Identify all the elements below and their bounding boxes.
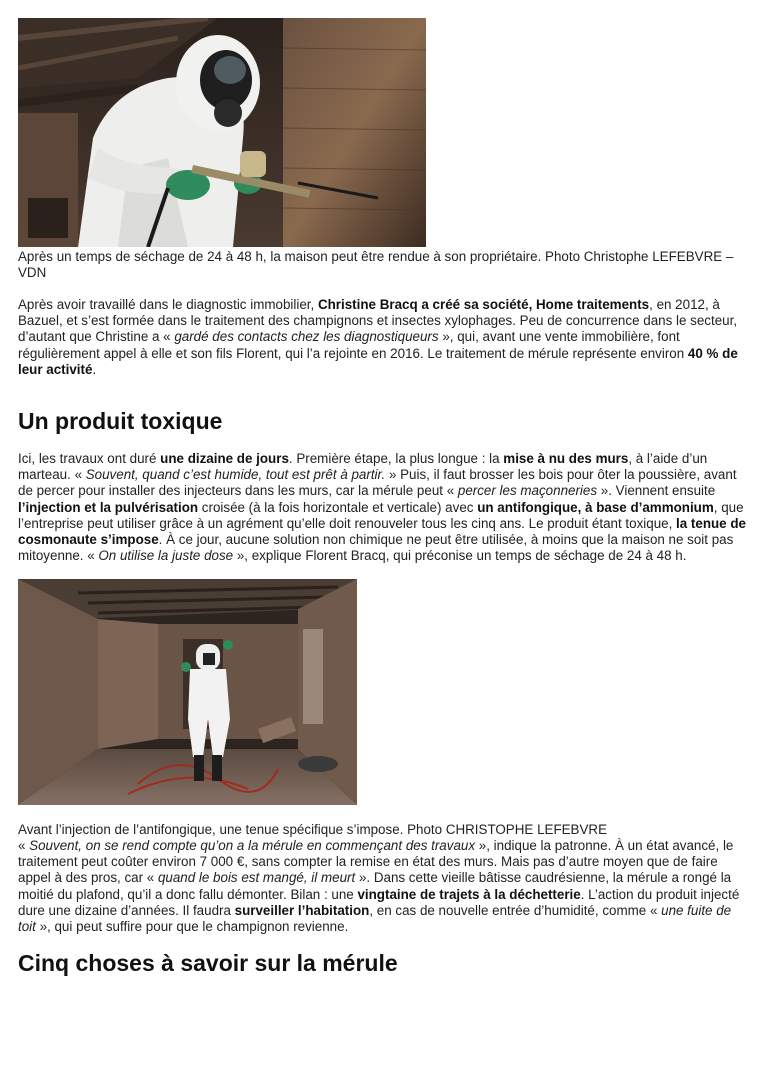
text-run: , à l’aide d’un marteau. « [18, 451, 708, 483]
bold-run: vingtaine de trajets à la déchetterie [357, 886, 581, 902]
text-run: . À ce jour, aucune solution non chimique ne peut être utilisée, à moins que la maison ne soit pas mitoyenne. « [18, 532, 734, 564]
text-run: », explique Florent Bracq, qui préconise un temps de séchage de 24 à 48 h. [233, 548, 687, 564]
section-heading: Un produit toxique [18, 408, 223, 434]
text-run: . Première étape, la plus longue : la [288, 451, 504, 466]
italic-quote: gardé des contacts chez les diagnostiqueurs [174, 329, 439, 345]
article-paragraph [18, 838, 746, 935]
text-run: . [92, 361, 97, 377]
text-run: , en cas de nouvelle entrée d’humidité, comme « [369, 902, 662, 918]
article-paragraph [18, 451, 746, 564]
photo-illustration [18, 579, 357, 805]
text-run: ». Viennent ensuite [597, 483, 716, 499]
text-run: croisée (à la fois horizontale et verticale) avec [198, 499, 478, 515]
text-run: ». Dans cette vieille bâtisse caudrésienne, la mérule a rongé la moitié du plafond, qu’il a donc fallu démonter. Bilan : une [18, 870, 732, 902]
text-run: », qui, avant une vente immobilière, font régulièrement appel à elle et son fils Florent, qui l’a rejointe en 2016. Le traitement de mérule représente environ [18, 329, 688, 361]
article-photo-worker-spraying [18, 18, 426, 247]
italic-quote: Souvent, quand c’est humide, tout est prêt à partir. [85, 467, 386, 483]
bold-run: l’injection et la pulvérisation [18, 499, 199, 515]
bold-run: la tenue de cosmonaute s’impose [18, 515, 746, 548]
italic-quote: quand le bois est mangé, il meurt [157, 870, 356, 886]
bold-run: un antifongique, à base d’ammonium [477, 499, 714, 515]
bold-run: 40 % de leur activité [18, 345, 738, 377]
text-run: », qui peut suffire pour que le champignon revienne. [35, 919, 349, 935]
photo-caption: Avant l’injection de l’antifongique, une tenue spécifique s’impose. Photo CHRISTOPHE LEFEBVRE [18, 822, 608, 837]
text-run: , en 2012, à Bazuel, et s’est formée dans le traitement des champignons et insectes xylophages. Peu de concurrence dans le secteur, d’autant que Christine a « [18, 297, 738, 345]
italic-quote: une fuite de toit [18, 902, 732, 935]
section-heading: Cinq choses à savoir sur la mérule [18, 950, 398, 976]
text-run: », indique la patronne. À un état avancé, le traitement peut coûter environ 7 000 €, sans compter la remise en état des murs. Mais pas d’autre moyen que de faire appel à des pros, car « [18, 838, 734, 886]
text-run: Ici, les travaux ont duré [18, 451, 161, 466]
italic-quote: On utilise la juste dose [98, 548, 234, 564]
text-run: Après avoir travaillé dans le diagnostic immobilier, [18, 297, 318, 312]
article-paragraph [18, 297, 746, 378]
text-run: , que l’entreprise peut utiliser grâce à un agrément qu’elle doit renouveler tous les cinq ans. Le produit étant toxique, [18, 499, 744, 531]
text-run: « [18, 838, 30, 853]
bold-run: surveiller l’habitation [234, 902, 370, 918]
italic-quote: Souvent, on se rend compte qu’on a la mérule en commençant des travaux [29, 838, 476, 853]
text-run: » Puis, il faut brosser les bois pour ôter la poussière, avant de percer pour installer des injecteurs dans les murs, car la mérule peut « [18, 467, 737, 499]
article-photo-worker-in-room [18, 579, 357, 805]
bold-run: Christine Bracq a créé sa société, Home traitements [317, 297, 650, 312]
bold-run: une dizaine de jours [160, 451, 289, 466]
text-run: . L’action du produit injecté dure une dizaine d’années. Il faudra [18, 886, 740, 918]
italic-quote: percer les maçonneries [457, 483, 598, 499]
bold-run: mise à nu des murs [503, 451, 629, 466]
photo-caption: Après un temps de séchage de 24 à 48 h, la maison peut être rendue à son propriétaire. Photo Christophe LEFEBVRE – VDN [18, 249, 734, 281]
photo-illustration [18, 18, 426, 247]
